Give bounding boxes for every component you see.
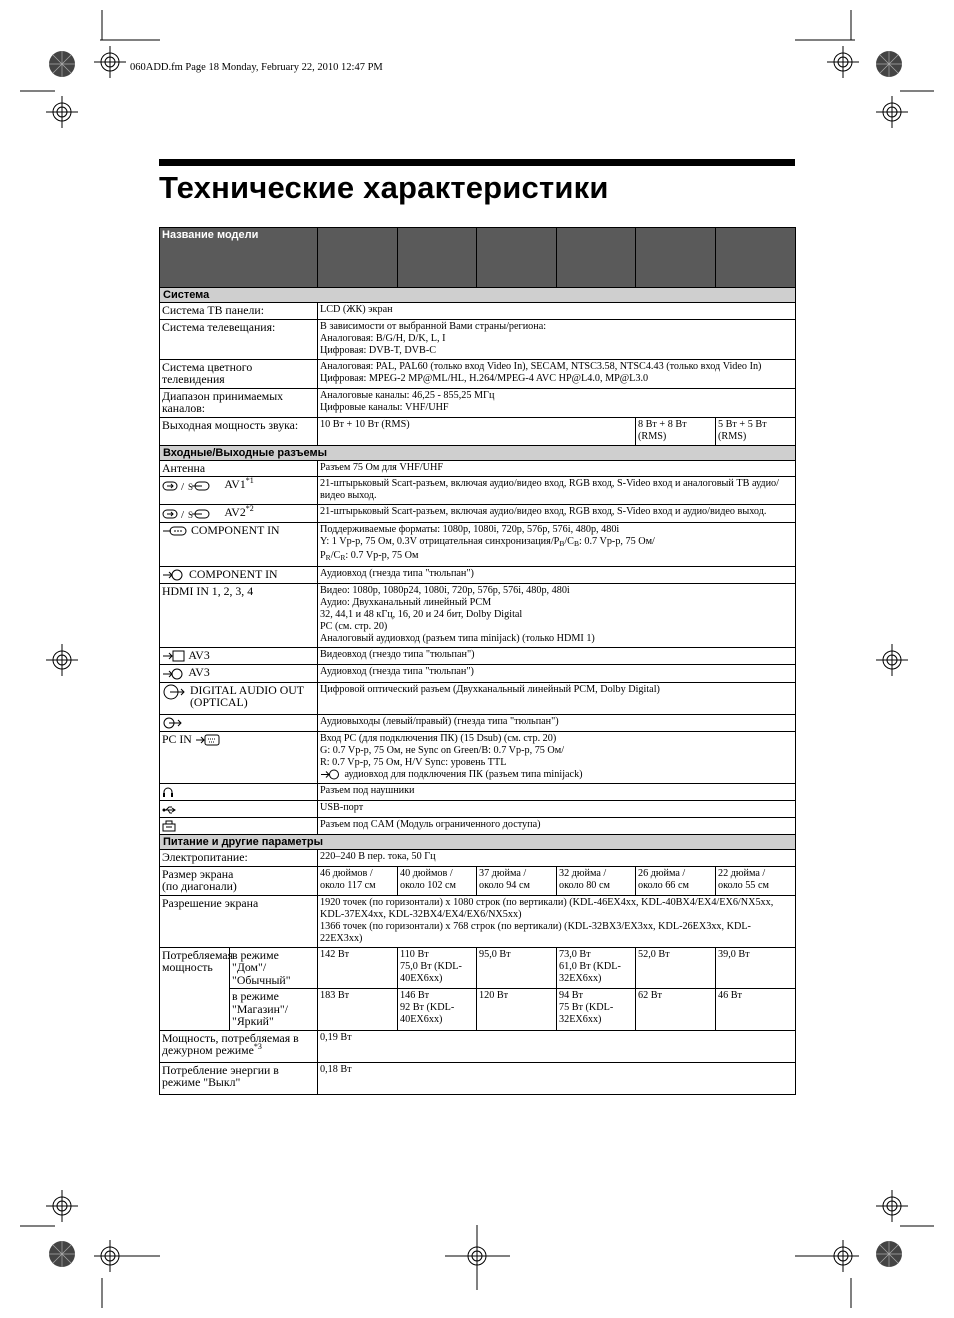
- comp-video-line: [320, 536, 793, 550]
- table-row: [160, 665, 796, 682]
- table-row: [160, 566, 796, 583]
- range-label: Диапазон принимаемых каналов:: [160, 388, 318, 417]
- screen-size-line: около 94 см: [479, 879, 530, 891]
- pc-line: Вход PC (для подключения ПК) (15 Dsub) (см. стр. 20): [320, 732, 557, 744]
- comp-text: /C: [330, 549, 341, 561]
- screen-size-line: около 117 см: [320, 879, 376, 891]
- component-video-icon: [162, 525, 188, 537]
- table-row: [160, 1062, 796, 1094]
- antenna-value: Разъем 75 Ом для VHF/UHF: [318, 460, 796, 477]
- home-value-cell: [716, 947, 796, 989]
- comp-sub: R: [340, 552, 346, 562]
- home-mode-label: в режиме "Дом"/ "Обычный": [230, 947, 318, 989]
- comp-audio-label: COMPONENT IN: [188, 566, 278, 581]
- av2-label-cell: [160, 505, 318, 523]
- comp-text: /C: [564, 535, 574, 547]
- range-line: Цифровые каналы: VHF/UHF: [320, 401, 449, 413]
- av3-audio-label-cell: [160, 665, 318, 682]
- shop-value-cell: [716, 989, 796, 1031]
- resolution-label: Разрешение экрана: [160, 895, 318, 947]
- table-row: [160, 648, 796, 665]
- table-row: [160, 817, 796, 834]
- comp-text: : 0.7 Vp-p, 75 Ом: [345, 549, 419, 561]
- model-cell: [716, 228, 796, 288]
- table-row: [160, 477, 796, 505]
- power-value: 142 Вт: [320, 948, 350, 960]
- table-row: [160, 359, 796, 388]
- optical-out-icon: [162, 684, 186, 700]
- comp-audio-label-cell: [160, 566, 318, 583]
- color-value: [318, 359, 796, 388]
- consumption-label: Потребляемая мощность: [160, 947, 230, 1030]
- hdmi-line: 32, 44,1 и 48 кГц, 16, 20 и 24 бит, Dolby Digital: [320, 609, 523, 621]
- table-row: [160, 801, 796, 818]
- av3-video-value: Видеовход (гнездо типа "тюльпан"): [318, 648, 796, 665]
- sound-value-26: 8 Вт + 8 Вт (RMS): [636, 417, 716, 445]
- screen-size-line: 22 дюйма /: [718, 867, 766, 879]
- audio-out-label-cell: [160, 714, 318, 731]
- broadcast-label: Система телевещания:: [160, 319, 318, 359]
- table-row: [160, 682, 796, 714]
- table-row: [160, 1030, 796, 1062]
- comp-video-label: COMPONENT IN: [190, 522, 280, 537]
- power-value: 95,0 Вт: [479, 948, 511, 960]
- screen-size-cell: [398, 866, 477, 895]
- spec-table: [159, 227, 796, 1095]
- optical-value: Цифровой оптический разъем (Двухканальный линейный PCM, Dolby Digital): [318, 682, 796, 714]
- file-slug: 060ADD.fm Page 18 Monday, February 22, 2010 12:47 PM: [130, 62, 383, 73]
- range-value: [318, 388, 796, 417]
- comp-video-value: [318, 522, 796, 566]
- power-value: 110 Вт: [400, 948, 429, 960]
- hdmi-line: Аналоговый аудиовход (разъем типа minijack) (только HDMI 1): [320, 633, 595, 645]
- power-value-note: 75,0 Вт (KDL-40EX6xx): [400, 960, 462, 984]
- screen-size-line: около 80 см: [559, 879, 610, 891]
- standby-footnote: *3: [253, 1042, 262, 1052]
- table-row: [160, 783, 796, 800]
- table-row: [160, 895, 796, 947]
- resolution-value: [318, 895, 796, 947]
- audio-in-icon: [320, 769, 342, 780]
- cam-value: Разъем под CAM (Модуль ограниченного доступа): [318, 817, 796, 834]
- comp-video-line: [320, 550, 793, 564]
- power-value-note: 92 Вт (KDL-40EX6xx): [400, 1002, 455, 1026]
- table-row: [160, 460, 796, 477]
- table-row: [160, 850, 796, 867]
- resolution-line: 1920 точек (по горизонтали) x 1080 строк (по вертикали) (KDL-46EX4xx, KDL-40BX4/EX4/EX6/NX5xx, KDL-37EX4xx, KDL-32BX4/EX4/EX6/NX5xx): [320, 896, 774, 920]
- off-label: Потребление энергии в режиме "Выкл": [160, 1062, 318, 1094]
- av3-audio-label: AV3: [188, 665, 210, 680]
- section-power: Питание и другие параметры: [160, 835, 796, 850]
- screen-size-line: 26 дюйма /: [638, 867, 686, 879]
- headphone-icon: [162, 786, 174, 798]
- antenna-label: Антенна: [160, 460, 318, 477]
- model-cell: [477, 228, 557, 288]
- pc-line: [320, 769, 793, 781]
- screen-size-cell: [636, 866, 716, 895]
- screen-size-cell: [318, 866, 398, 895]
- table-row: [160, 522, 796, 566]
- screen-size-line: около 102 см: [400, 879, 457, 891]
- model-cell: [557, 228, 636, 288]
- audio-out-icon: [162, 717, 184, 729]
- hdmi-label: HDMI IN 1, 2, 3, 4: [160, 584, 318, 648]
- screen-size-cell: [557, 866, 636, 895]
- section-io: Входные/Выходные разъемы: [160, 445, 796, 460]
- screen-size-line: около 55 см: [718, 879, 769, 891]
- shop-value-cell: [398, 989, 477, 1031]
- hdmi-line: PC (см. стр. 20): [320, 621, 388, 633]
- av3-video-label: AV3: [188, 648, 210, 663]
- scart-io-icon: [162, 507, 222, 520]
- pc-line: G: 0.7 Vp-p, 75 Ом, не Sync on Green/B: 0.7 Vp-p, 75 Ом/: [320, 744, 565, 756]
- cam-slot-icon: [162, 820, 176, 832]
- screen-label: [160, 866, 318, 895]
- power-value-note: 75 Вт (KDL-32EX6xx): [559, 1002, 614, 1026]
- av2-footnote: *2: [245, 504, 254, 514]
- table-row: [160, 714, 796, 731]
- pc-value: [318, 731, 796, 783]
- screen-size-line: 46 дюймов /: [320, 867, 373, 879]
- audio-in-icon: [162, 569, 186, 581]
- home-value-cell: [318, 947, 398, 989]
- power-value: 94 Вт: [559, 990, 583, 1002]
- color-line: Цифровая: MPEG-2 MP@ML/HL, H.264/MPEG-4 AVC HP@L4.0, MP@L3.0: [320, 372, 649, 384]
- power-value: 73,0 Вт: [559, 948, 591, 960]
- standby-label-cell: [160, 1030, 318, 1062]
- shop-value-cell: [318, 989, 398, 1031]
- table-row: [160, 989, 796, 1031]
- shop-value-cell: [557, 989, 636, 1031]
- screen-size-line: 40 дюймов /: [400, 867, 453, 879]
- screen-size-line: 37 дюйма /: [479, 867, 527, 879]
- comp-text: : 0.7 Vp-p, 75 Ом/: [579, 535, 655, 547]
- table-row: [160, 584, 796, 648]
- svg-text:/: /: [181, 508, 185, 520]
- headphone-label-cell: [160, 783, 318, 800]
- comp-text: Y: 1 Vp-p, 75 Ом, 0.3V отрицательная синхронизация/P: [320, 535, 560, 547]
- title-rule: [159, 159, 795, 166]
- cam-label-cell: [160, 817, 318, 834]
- color-label: Система цветного телевидения: [160, 359, 318, 388]
- hdmi-value: [318, 584, 796, 648]
- power-value: 39,0 Вт: [718, 948, 750, 960]
- usb-label-cell: [160, 801, 318, 818]
- comp-audio-value: Аудиовход (гнезда типа "тюльпан"): [318, 566, 796, 583]
- model-cell: [398, 228, 477, 288]
- shop-mode-label: в режиме "Магазин"/ "Яркий": [230, 989, 318, 1031]
- power-value: 146 Вт: [400, 990, 430, 1002]
- model-cell: [318, 228, 398, 288]
- pc-line: R: 0.7 Vp-p, 75 Ом, H/V Sync: уровень TTL: [320, 756, 507, 768]
- sound-value-22: 5 Вт + 5 Вт (RMS): [716, 417, 796, 445]
- off-value: 0,18 Вт: [318, 1062, 796, 1094]
- standby-value: 0,19 Вт: [318, 1030, 796, 1062]
- broadcast-line: В зависимости от выбранной Вами страны/региона:: [320, 320, 547, 332]
- screen-label-line: (по диагонали): [162, 879, 237, 894]
- resolution-line: 1366 точек (по горизонтали) x 768 строк (по вертикали) (KDL-32BX3/EX3xx, KDL-26EX3xx, KDL-22EX3xx): [320, 920, 751, 944]
- supply-value: 220–240 В пер. тока, 50 Гц: [318, 850, 796, 867]
- range-line: Аналоговые каналы: 46,25 - 855,25 МГц: [320, 389, 495, 401]
- pc-label: PC IN: [162, 731, 192, 746]
- hdmi-line: Видео: 1080p, 1080p24, 1080i, 720p, 576p, 576i, 480p, 480i: [320, 585, 570, 597]
- power-value: 52,0 Вт: [638, 948, 670, 960]
- model-header-row: [160, 228, 796, 288]
- av1-label: AV1: [224, 477, 246, 491]
- model-header: Название модели: [160, 228, 318, 288]
- hdmi-line: Аудио: Двухканальный линейный PCM: [320, 597, 492, 609]
- svg-text:S: S: [188, 481, 194, 492]
- usb-value: USB-порт: [318, 801, 796, 818]
- model-cell: [636, 228, 716, 288]
- pc-audio-text: аудиовход для подключения ПК (разъем типа minijack): [344, 768, 583, 780]
- table-row: [160, 319, 796, 359]
- usb-icon: [162, 805, 178, 815]
- home-value-cell: [477, 947, 557, 989]
- av2-label: AV2: [224, 505, 246, 519]
- pc-in-icon: [195, 734, 221, 746]
- optical-label: DIGITAL AUDIO OUT (OPTICAL): [190, 682, 304, 710]
- standby-label: Мощность, потребляемая в дежурном режиме: [162, 1030, 299, 1058]
- screen-size-cell: [477, 866, 557, 895]
- table-row: [160, 947, 796, 989]
- sound-value: 10 Вт + 10 Вт (RMS): [318, 417, 636, 445]
- power-value: 183 Вт: [320, 990, 350, 1002]
- table-row: [160, 417, 796, 445]
- home-value-cell: [636, 947, 716, 989]
- screen-size-cell: [716, 866, 796, 895]
- table-row: [160, 505, 796, 523]
- table-row: [160, 388, 796, 417]
- panel-label: Система ТВ панели:: [160, 303, 318, 320]
- sound-label: Выходная мощность звука:: [160, 417, 318, 445]
- supply-label: Электропитание:: [160, 850, 318, 867]
- broadcast-line: Аналоговая: B/G/H, D/K, L, I: [320, 332, 446, 344]
- color-line: Аналоговая: PAL, PAL60 (только вход Video In), SECAM, NTSC3.58, NTSC4.43 (только вход Video In): [320, 360, 762, 372]
- broadcast-value: [318, 319, 796, 359]
- av1-label-cell: [160, 477, 318, 505]
- av1-footnote: *1: [245, 476, 254, 486]
- table-row: [160, 731, 796, 783]
- audio-out-value: Аудиовыходы (левый/правый) (гнезда типа "тюльпан"): [318, 714, 796, 731]
- power-value: 62 Вт: [638, 990, 662, 1002]
- table-row: [160, 303, 796, 320]
- headphone-value: Разъем под наушники: [318, 783, 796, 800]
- panel-value: LCD (ЖК) экран: [318, 303, 796, 320]
- screen-label-line: Размер экрана: [162, 866, 234, 881]
- audio-in-icon: [162, 668, 186, 680]
- power-value: 120 Вт: [479, 990, 509, 1002]
- comp-sub: B: [559, 538, 565, 548]
- comp-sub: R: [325, 552, 331, 562]
- table-row: [160, 866, 796, 895]
- shop-value-cell: [636, 989, 716, 1031]
- optical-label-cell: [160, 682, 318, 714]
- av3-audio-value: Аудиовход (гнезда типа "тюльпан"): [318, 665, 796, 682]
- svg-text:S: S: [188, 509, 194, 520]
- comp-sub: B: [573, 538, 579, 548]
- page-title: Технические характеристики: [159, 170, 609, 205]
- broadcast-line: Цифровая: DVB-T, DVB-C: [320, 344, 437, 356]
- av2-value: 21-штырьковый Scart-разъем, включая аудио/видео вход, RGB вход, S-Video вход и аудио/видео выход.: [318, 505, 796, 523]
- comp-video-line: Поддерживаемые форматы: 1080p, 1080i, 720p, 576p, 576i, 480p, 480i: [320, 523, 620, 535]
- pc-label-cell: [160, 731, 318, 783]
- comp-video-label-cell: [160, 522, 318, 566]
- comp-text: P: [320, 549, 326, 561]
- shop-value-cell: [477, 989, 557, 1031]
- av3-video-label-cell: [160, 648, 318, 665]
- scart-io-icon: [162, 479, 222, 492]
- power-value: 46 Вт: [718, 990, 742, 1002]
- svg-text:/: /: [181, 480, 185, 492]
- video-in-icon: [162, 650, 186, 662]
- home-value-cell: [398, 947, 477, 989]
- power-value-note: 61,0 Вт (KDL-32EX6xx): [559, 960, 621, 984]
- screen-size-line: около 66 см: [638, 879, 689, 891]
- home-value-cell: [557, 947, 636, 989]
- screen-size-line: 32 дюйма /: [559, 867, 607, 879]
- av1-value: 21-штырьковый Scart-разъем, включая аудио/видео вход, RGB вход, S-Video вход и аналоговый ТВ аудио/видео выход.: [318, 477, 796, 505]
- section-system: Система: [160, 288, 796, 303]
